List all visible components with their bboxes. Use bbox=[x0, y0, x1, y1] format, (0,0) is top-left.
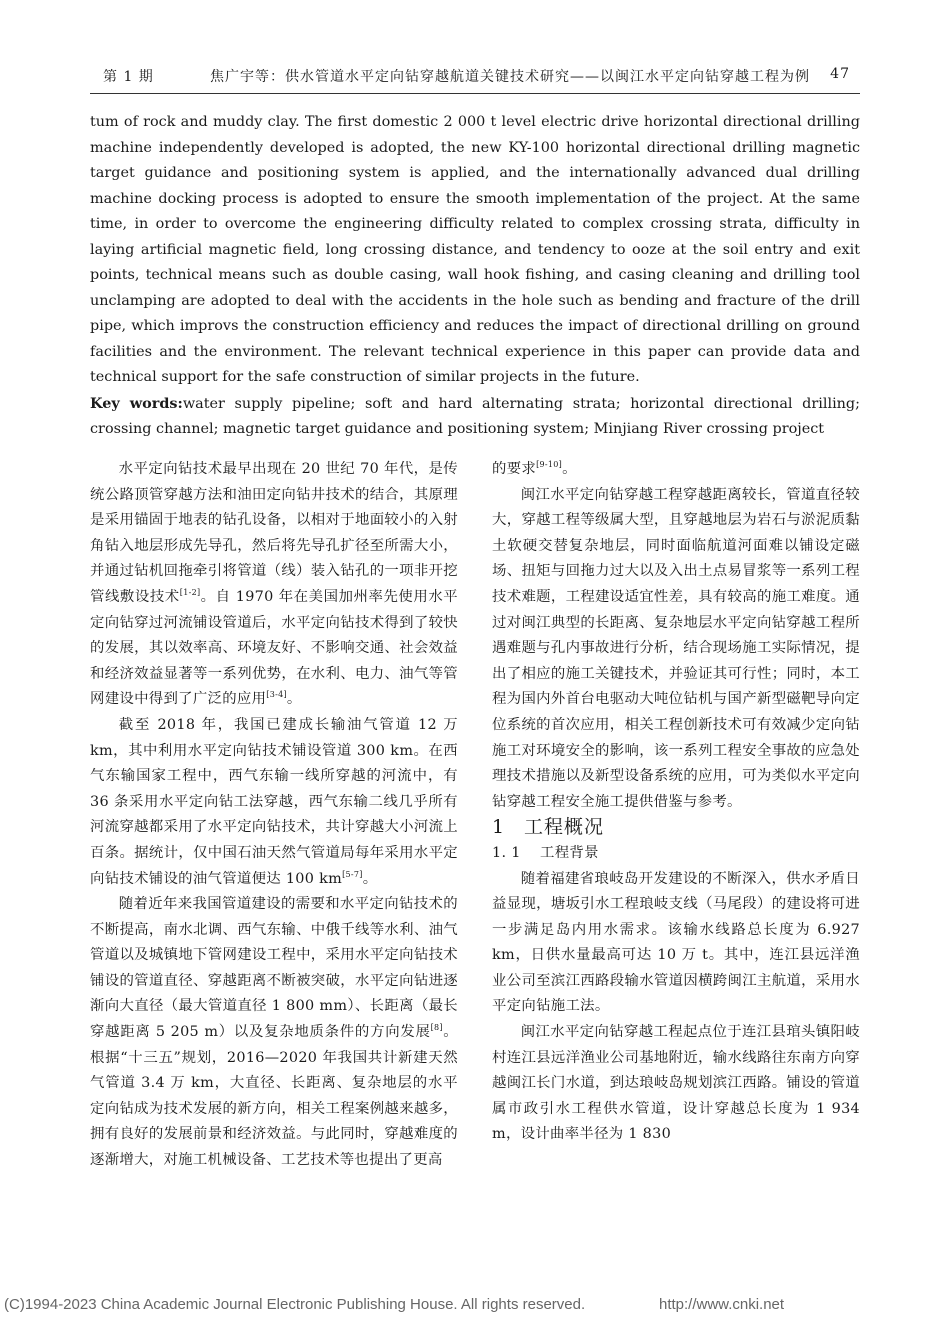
paragraph: 的要求[9-10]。 bbox=[492, 460, 577, 477]
header-rule bbox=[90, 93, 860, 94]
paragraph: 水平定向钻技术最早出现在 20 世纪 70 年代，是传统公路顶管穿越方法和油田定向钻井技术的结合，其原理是采用锚固于地表的钻孔设备，以相对于地面较小的入射角钻入地层形成先导孔，然后将先导孔扩径至所需大小，并通过钻机回拖牵引将管道（线）装入钻孔的一项非开挖管线敷设技术[1-2]。自 1970 年在美国加州率先使用水平定向钻穿过河流铺设管道后，水平定向钻技术得到了较快的发展，其以效率高、环境友好、不影响交通、社会效益和经济效益显著等一系列优势，在水利、电力、油气等管网建设中得到了广泛的应用[3-4]。 bbox=[90, 461, 458, 708]
paragraph: 随着近年来我国管道建设的需要和水平定向钻技术的不断提高，南水北调、西气东输、中俄千线等水利、油气管道以及城镇地下管网建设工程中，采用水平定向钻技术铺设的管道直径、穿越距离不断被突破，水平定向钻进逐渐向大直径（最大管道直径 1 800 mm）、长距离（最长穿越距离 5 205 m）以及复杂地质条件的方向发展[8]。根据“十三五”规划，2016—2020 年我国共计新建天然气管道 3.4 万 km，大直径、长距离、复杂地层的水平定向钻成为技术发展的新方向，相关工程案例越来越多，拥有良好的发展前景和经济效益。与此同时，穿越难度的逐渐增大，对施工机械设备、工艺技术等也提出了更高 bbox=[90, 896, 458, 1169]
english-abstract bbox=[90, 110, 860, 443]
citation[interactable]: [9-10] bbox=[536, 460, 563, 470]
cnki-link[interactable]: http://www.cnki.net bbox=[659, 1296, 785, 1313]
footer bbox=[4, 1296, 794, 1313]
paragraph: 闽江水平定向钻穿越工程穿越距离较长，管道直径较大，穿越工程等级属大型，且穿越地层为岩石与淤泥质黏土软硬交替复杂地层，同时面临航道河面难以铺设定磁场、扭矩与回拖力过大以及入出土点易冒浆等一系列工程技术难题，工程建设适宜性差，具有较高的施工难度。通过对闽江典型的长距离、复杂地层水平定向钻穿越工程所遇难题与孔内事故进行分析，结合现场施工实际情况，提出了相应的施工关键技术，并验证其可行性；同时，本工程为国内外首台电驱动大吨位钻机与国产新型磁靶导向定位系统的首次应用，相关工程创新技术可有效减少定向钻施工对环境安全的影响，该一系列工程安全事故的应急处理技术措施以及新型设备系统的应用，可为类似水平定向钻穿越工程安全施工提供借鉴与参考。 bbox=[492, 486, 860, 810]
page-number: 47 bbox=[830, 66, 850, 82]
section-number: 1 bbox=[492, 816, 506, 839]
keywords-label: Key words: bbox=[90, 394, 183, 412]
subsection-number: 1. 1 bbox=[492, 844, 521, 861]
paragraph: 闽江水平定向钻穿越工程起点位于连江县琯头镇阳岐村连江县远洋渔业公司基地附近，输水线路往东南方向穿越闽江长门水道，到达琅岐岛规划滨江西路。铺设的管道属市政引水工程供水管道，设计穿越总长度为 1 934 m，设计曲率半径为 1 830 bbox=[492, 1024, 860, 1143]
citation[interactable]: [3-4] bbox=[266, 690, 287, 700]
left-column bbox=[90, 457, 458, 1174]
citation[interactable]: [8] bbox=[430, 1023, 443, 1033]
citation[interactable]: [1-2] bbox=[179, 588, 201, 598]
paragraph: 随着福建省琅岐岛开发建设的不断深入，供水矛盾日益显现，塘坂引水工程琅岐支线（马尾段）的建设将可进一步满足岛内用水需求。该输水线路总长度为 6.927 km，日供水量最高可达 10 万 t。其中，连江县远洋渔业公司至滨江西路段输水管道因横跨闽江主航道，采用水平定向钻施工法。 bbox=[492, 870, 860, 1015]
citation[interactable]: [5-7] bbox=[342, 869, 363, 879]
copyright: (C)1994-2023 China Academic Journal Electronic Publishing House. All rights reserved. bbox=[4, 1296, 586, 1313]
subsection-title: 工程背景 bbox=[540, 844, 599, 861]
issue-number: 第 1 期 bbox=[103, 69, 154, 85]
keywords bbox=[90, 391, 860, 443]
section-heading bbox=[492, 815, 860, 841]
keywords-text: water supply pipeline; soft and hard alternating strata; horizontal directional drilling; crossing channel; magnetic target guidance and positioning system; Minjiang River crossing project bbox=[90, 395, 860, 437]
abstract-text: tum of rock and muddy clay. The first domestic 2 000 t level electric drive horizontal directional drilling machine independently developed is adopted, the new KY-100 horizontal directional drilling magnetic target guidance and positioning system is applied, and the internationally advanced dual drilling machine docking process is adopted to ensure the smooth implementation of the project. At the same time, in order to overcome the engineering difficulty related to complex crossing strata, difficulty in laying artificial magnetic field, long crossing distance, and tendency to ooze at the soil entry and exit points, technical means such as double casing, wall hook fishing, and casing cleaning and drilling tool unclamping are adopted to deal with the accidents in the hole such as bending and fracture of the drill pipe, which improvs the construction efficiency and reduces the impact of directional drilling on ground facilities and the environment. The relevant technical experience in this paper can provide data and technical support for the safe construction of similar projects in the future. bbox=[90, 114, 860, 385]
running-header bbox=[90, 66, 860, 90]
paragraph: 截至 2018 年，我国已建成长输油气管道 12 万 km，其中利用水平定向钻技术铺设管道 300 km。在西气东输国家工程中，西气东输一线所穿越的河流中，有 36 条采用水平定向钻工法穿越，西气东输二线几乎所有河流穿越都采用了水平定向钻技术，共计穿越大小河流上百条。据统计，仅中国石油天然气管道局每年采用水平定向钻技术铺设的油气管道便达 100 km[5-7]。 bbox=[90, 716, 458, 887]
section-title: 工程概况 bbox=[524, 816, 605, 839]
running-title: 焦广宇等：供水管道水平定向钻穿越航道关键技术研究——以闽江水平定向钻穿越工程为例 bbox=[210, 69, 810, 85]
subsection-heading bbox=[492, 841, 860, 867]
right-column bbox=[492, 457, 860, 1148]
